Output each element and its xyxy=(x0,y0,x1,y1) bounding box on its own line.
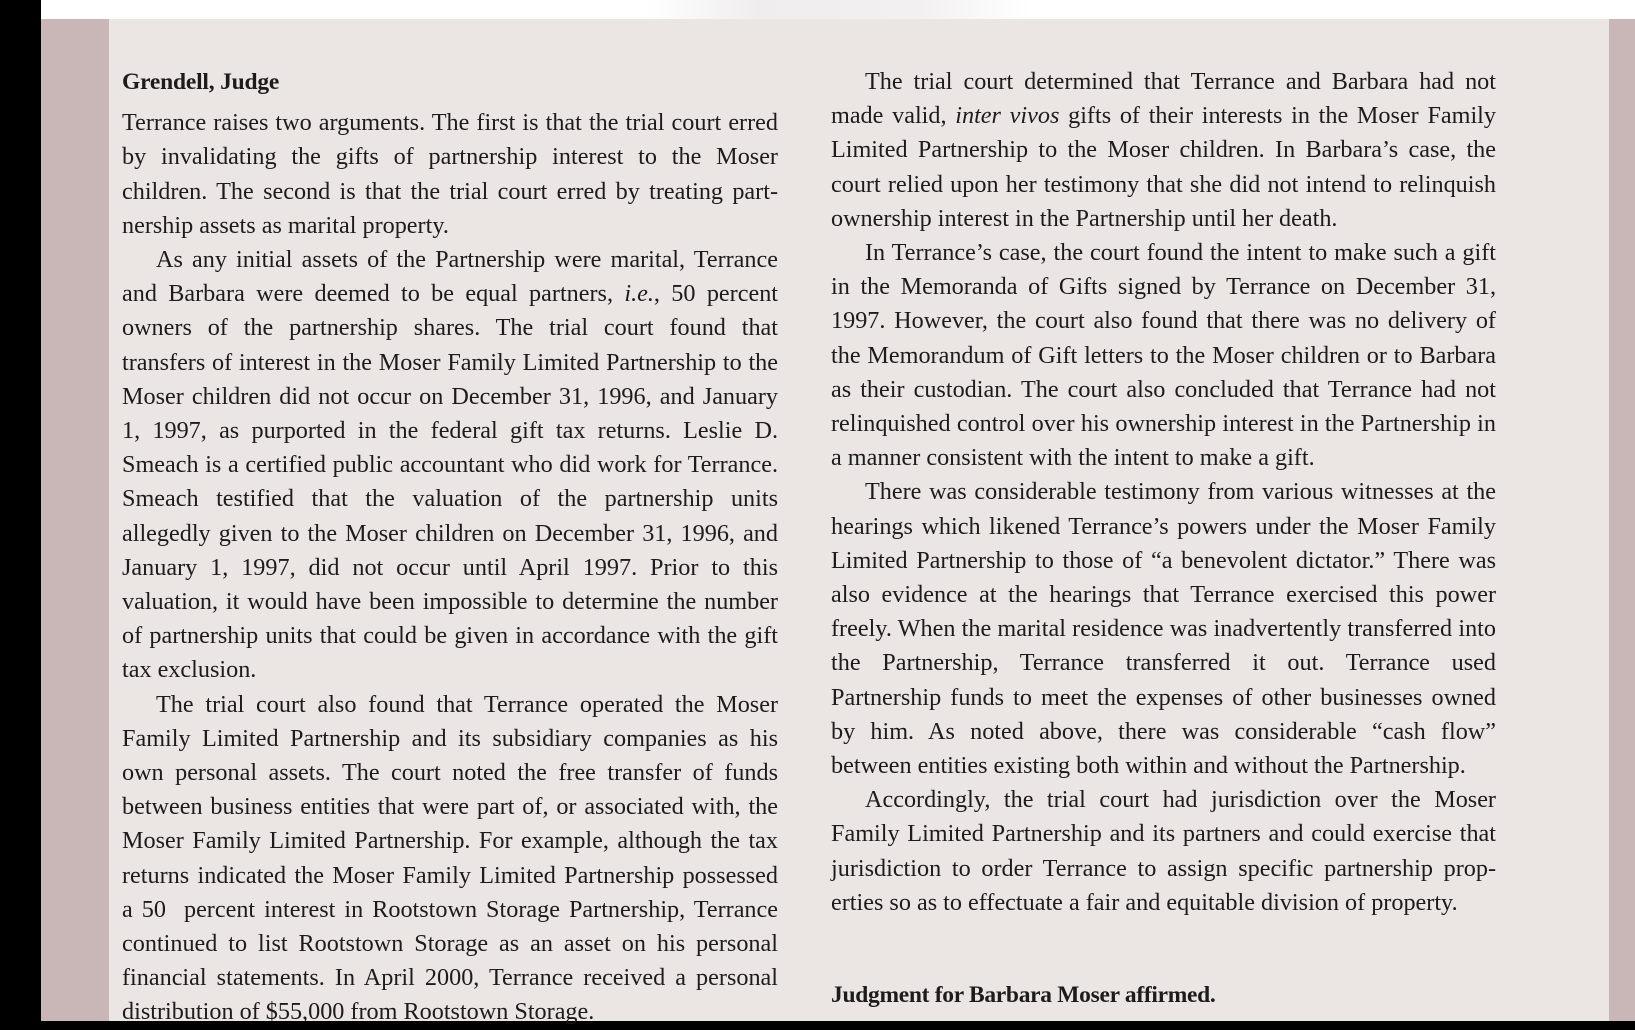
right-paragraph-1-italic: inter vivos xyxy=(955,102,1060,130)
judge-heading: Grendell, Judge xyxy=(122,69,280,95)
top-strip xyxy=(41,0,1635,19)
right-paragraph-4-text: Accordingly, the trial court had jurisdiction over the Moser Family Limited Partnership and its partners and could exercise that jurisdiction to order Terrance to assign specific partnership properties so as to effectuate a fair and equitable division of property. xyxy=(831,786,1496,916)
judgment-line: Judgment for Barbara Moser affirmed. xyxy=(831,982,1216,1008)
left-column xyxy=(122,65,778,1030)
right-paragraph-1 xyxy=(831,65,1496,236)
right-paragraph-1-text-b: gifts of their interests in the Moser Family Limited Partnership to the Moser children. In Barbara’s case, the court relied upon her testimony that she did not intend to relinquish ownership interest in the Partnership until her death. xyxy=(831,102,1496,232)
left-paragraph-2 xyxy=(122,243,778,688)
left-paragraph-3-text: The trial court also found that Terrance operated the Moser Family Limited Partnership and its subsidiary companies as his own personal assets. The court noted the free transfer of funds between business entities that were part of, or associated with, the Moser Family Limited Partnership. For example, although the tax returns indicated the Moser Family Limited Partnership possessed a 50 percent interest in Rootstown Storage Partnership, Terrance continued to list Rootstown Storage as an asset on his personal financial statements. In April 2000, Terrance received a personal distribution of $55,000 from Rootstown Storage. xyxy=(122,690,778,1026)
right-paragraph-1-text-a: The trial court determined that Terrance and Barbara had not made valid, xyxy=(831,68,1496,130)
left-paragraph-2-text-a: As any initial assets of the Partnership were marital, Terrance and Barbara were deemed to be equal partners, xyxy=(122,246,778,308)
right-column xyxy=(831,65,1496,1008)
left-paragraph-3 xyxy=(122,688,778,1030)
right-paragraph-3 xyxy=(831,475,1496,783)
right-paragraph-4 xyxy=(831,783,1496,920)
left-paragraph-1-text: Terrance raises two arguments. The first is that the trial court erred by invalidating the gifts of partnership interest to the Moser children. The second is that the trial court erred by treating partnership assets as marital property. xyxy=(122,109,778,239)
left-margin-band xyxy=(41,19,109,1021)
left-paragraph-2-text-b: , 50 percent owners of the partnership shares. The trial court found that transfers of interest in the Moser Family Limited Partnership to the Moser children did not occur on December 31, 1996, and January 1, 1997, as purported in the federal gift tax returns. Leslie D. Smeach is a certified public accountant who did work for Terrance. Smeach testified that the valuation of the partnership units allegedly given to the Moser children on December 31, 1996, and January 1, 1997, did not occur until April 1997. Prior to this valuation, it would have been impossible to determine the number of partnership units that could be given in accordance with the gift tax exclusion. xyxy=(122,280,779,684)
right-paragraph-3-text: There was considerable testimony from various witnesses at the hearings which likened Terrance’s powers under the Moser Family Limited Partnership to those of “a benevolent dictator.” There was also evidence at the hearings that Terrance exercised this power freely. When the marital residence was inadvertently transferred into the Partnership, Terrance transferred it out. Terrance used Partnership funds to meet the expenses of other businesses owned by him. As noted above, there was considerable “cash flow” between entities existing both within and without the Partnership. xyxy=(831,478,1496,780)
left-paragraph-2-italic: i.e. xyxy=(624,280,654,308)
right-paragraph-2-text: In Terrance’s case, the court found the intent to make such a gift in the Memoranda of Gifts signed by Terrance on December 31, 1997. However, the court also found that there was no delivery of the Memorandum of Gift letters to the Moser children or to Barbara as their custodian. The court also concluded that Terrance had not relinquished control over his ownership interest in the Partnership in a manner consistent with the intent to make a gift. xyxy=(831,239,1496,472)
right-margin-band xyxy=(1609,19,1635,1021)
left-paragraph-1 xyxy=(122,106,778,243)
right-paragraph-2 xyxy=(831,236,1496,475)
document-page xyxy=(109,19,1609,1026)
